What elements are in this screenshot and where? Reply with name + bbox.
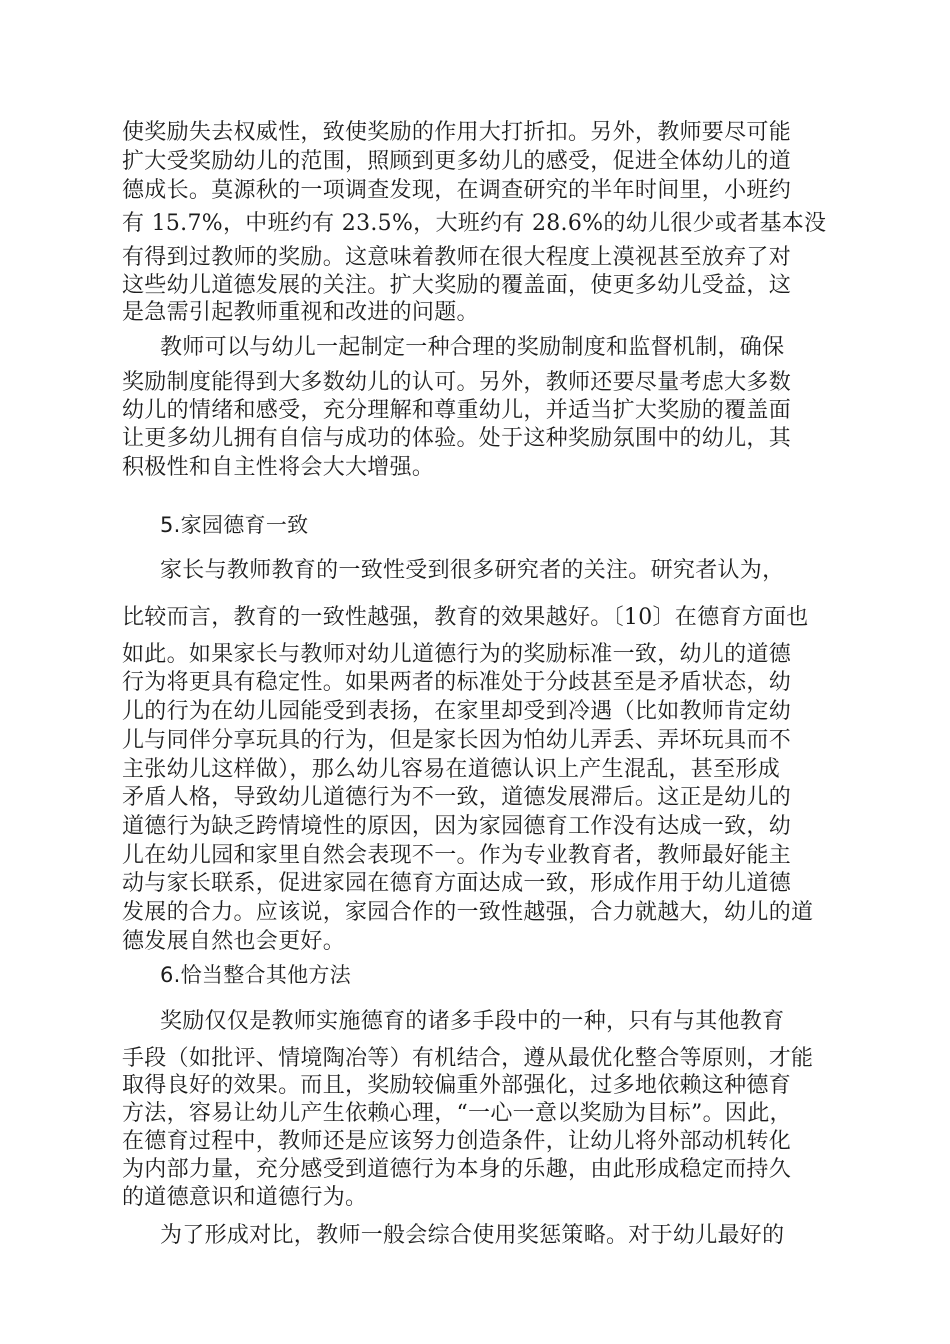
- text-line: 为内部力量，充分感受到道德行为本身的乐趣，由此形成稳定而持久: [122, 1157, 792, 1182]
- text-line: 行为将更具有稳定性。如果两者的标准处于分歧甚至是矛盾状态，幼: [122, 670, 792, 695]
- text-line: 教师可以与幼儿一起制定一种合理的奖励制度和监督机制，确保: [160, 335, 785, 360]
- text-line: 有 15.7%，中班约有 23.5%，大班约有 28.6%的幼儿很少或者基本没: [122, 211, 827, 236]
- text-line: 积极性和自主性将会大大增强。: [122, 455, 435, 480]
- text-line: 奖励仅仅是教师实施德育的诸多手段中的一种，只有与其他教育: [160, 1009, 785, 1034]
- text-line: 德发展自然也会更好。: [122, 929, 346, 954]
- text-line: 有得到过教师的奖励。这意味着教师在很大程度上漠视甚至放弃了对: [122, 245, 792, 270]
- text-line: 让更多幼儿拥有自信与成功的体验。处于这种奖励氛围中的幼儿，其: [122, 426, 792, 451]
- text-line: 动与家长联系，促进家园在德育方面达成一致，形成作用于幼儿道德: [122, 871, 792, 896]
- text-line: 德成长。莫源秋的一项调查发现，在调查研究的半年时间里，小班约: [122, 178, 792, 203]
- text-line: 比较而言，教育的一致性越强，教育的效果越好。〔10〕在德育方面也: [122, 605, 809, 630]
- text-line: 道德行为缺乏跨情境性的原因，因为家园德育工作没有达成一致，幼: [122, 814, 792, 839]
- text-line: 家长与教师教育的一致性受到很多研究者的关注。研究者认为，: [160, 558, 785, 583]
- text-line: 发展的合力。应该说，家园合作的一致性越强，合力就越大，幼儿的道: [122, 900, 814, 925]
- text-line: 主张幼儿这样做），那么幼儿容易在道德认识上产生混乱，甚至形成: [122, 757, 781, 782]
- text-line: 扩大受奖励幼儿的范围，照顾到更多幼儿的感受，促进全体幼儿的道: [122, 149, 792, 174]
- section-heading: 6.恰当整合其他方法: [160, 963, 352, 987]
- text-line: 方法，容易让幼儿产生依赖心理，“一心一意以奖励为目标”。因此，: [122, 1101, 792, 1126]
- text-line: 儿与同伴分享玩具的行为，但是家长因为怕幼儿弄丢、弄坏玩具而不: [122, 728, 792, 753]
- text-line: 幼儿的情绪和感受，充分理解和尊重幼儿，并适当扩大奖励的覆盖面: [122, 398, 792, 423]
- text-line: 奖励制度能得到大多数幼儿的认可。另外，教师还要尽量考虑大多数: [122, 370, 792, 395]
- section-heading: 5.家园德育一致: [160, 513, 309, 537]
- text-line: 矛盾人格，导致幼儿道德行为不一致，道德发展滞后。这正是幼儿的: [122, 785, 792, 810]
- text-line: 使奖励失去权威性，致使奖励的作用大打折扣。另外，教师要尽可能: [122, 120, 792, 145]
- text-line: 在德育过程中，教师还是应该努力创造条件，让幼儿将外部动机转化: [122, 1129, 792, 1154]
- text-line: 是急需引起教师重视和改进的问题。: [122, 300, 479, 325]
- text-line: 取得良好的效果。而且，奖励较偏重外部强化，过多地依赖这种德育: [122, 1073, 792, 1098]
- text-line: 如此。如果家长与教师对幼儿道德行为的奖励标准一致，幼儿的道德: [122, 642, 792, 667]
- text-line: 儿在幼儿园和家里自然会表现不一。作为专业教育者，教师最好能主: [122, 843, 792, 868]
- text-line: 的道德意识和道德行为。: [122, 1185, 368, 1210]
- text-line: 为了形成对比，教师一般会综合使用奖惩策略。对于幼儿最好的: [160, 1223, 785, 1248]
- text-line: 儿的行为在幼儿园能受到表扬，在家里却受到冷遇（比如教师肯定幼: [122, 699, 792, 724]
- text-line: 这些幼儿道德发展的关注。扩大奖励的覆盖面，使更多幼儿受益，这: [122, 273, 792, 298]
- text-line: 手段（如批评、情境陶冶等）有机结合，遵从最优化整合等原则，才能: [122, 1046, 814, 1071]
